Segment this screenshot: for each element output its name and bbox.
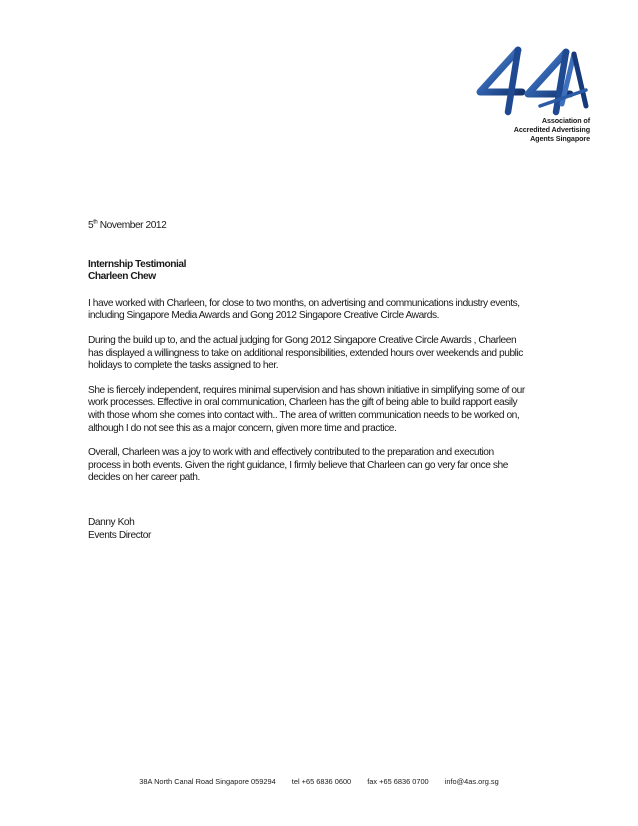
text-line: decides on her career path. xyxy=(88,472,200,484)
footer-email: info@4as.org.sg xyxy=(444,777,499,786)
signature-block xyxy=(88,517,558,542)
date-day: 5 xyxy=(88,220,94,231)
footer-fax: fax +65 6836 0700 xyxy=(367,777,429,786)
paragraph-4 xyxy=(88,447,558,485)
signatory-name: Danny Koh xyxy=(88,516,135,528)
4as-logo-icon xyxy=(470,46,590,118)
subject-line: Charleen Chew xyxy=(88,271,156,283)
text-line: including Singapore Media Awards and Gong 2012 Singapore Creative Circle Awards. xyxy=(88,310,439,322)
paragraph-2 xyxy=(88,335,558,373)
organization-name xyxy=(514,116,590,143)
text-line: process in both events. Given the right guidance, I firmly believe that Charleen can go very far once she xyxy=(88,459,508,471)
paragraph-3 xyxy=(88,385,558,435)
text-line: with those whom she comes into contact with.. The area of written communication needs to be worked on, xyxy=(88,409,520,421)
text-line: During the build up to, and the actual judging for Gong 2012 Singapore Creative Circle Awards , Charleen xyxy=(88,334,517,346)
subject-line: Internship Testimonial xyxy=(88,258,187,270)
text-line: She is fiercely independent, requires minimal supervision and has shown initiative in simplifying some of our xyxy=(88,384,525,396)
text-line: although I do not see this as a major concern, given more time and practice. xyxy=(88,422,397,434)
letter-subject xyxy=(88,259,558,284)
letter-footer xyxy=(0,777,638,786)
letter-date xyxy=(88,220,558,233)
signatory-title: Events Director xyxy=(88,529,151,541)
letter-body xyxy=(88,220,558,542)
footer-tel: tel +65 6836 0600 xyxy=(291,777,352,786)
text-line: has displayed a willingness to take on additional responsibilities, extended hours over weekends and public xyxy=(88,347,523,359)
date-month-year: November 2012 xyxy=(97,220,167,231)
text-line: work processes. Effective in oral communication, Charleen has the gift of being able to build rapport easily xyxy=(88,397,518,409)
text-line: Overall, Charleen was a joy to work with and effectively contributed to the preparation and execution xyxy=(88,447,494,459)
organization-name-line: Accredited Advertising xyxy=(513,125,590,134)
date-suffix: th xyxy=(93,219,98,226)
organization-name-line: Agents Singapore xyxy=(530,134,590,143)
organization-name-line: Association of xyxy=(541,116,590,125)
text-line: holidays to complete the tasks assigned to her. xyxy=(88,360,279,372)
footer-address: 38A North Canal Road Singapore 059294 xyxy=(139,777,276,786)
text-line: I have worked with Charleen, for close to two months, on advertising and communications industry events, xyxy=(88,297,520,309)
paragraph-1 xyxy=(88,298,558,323)
